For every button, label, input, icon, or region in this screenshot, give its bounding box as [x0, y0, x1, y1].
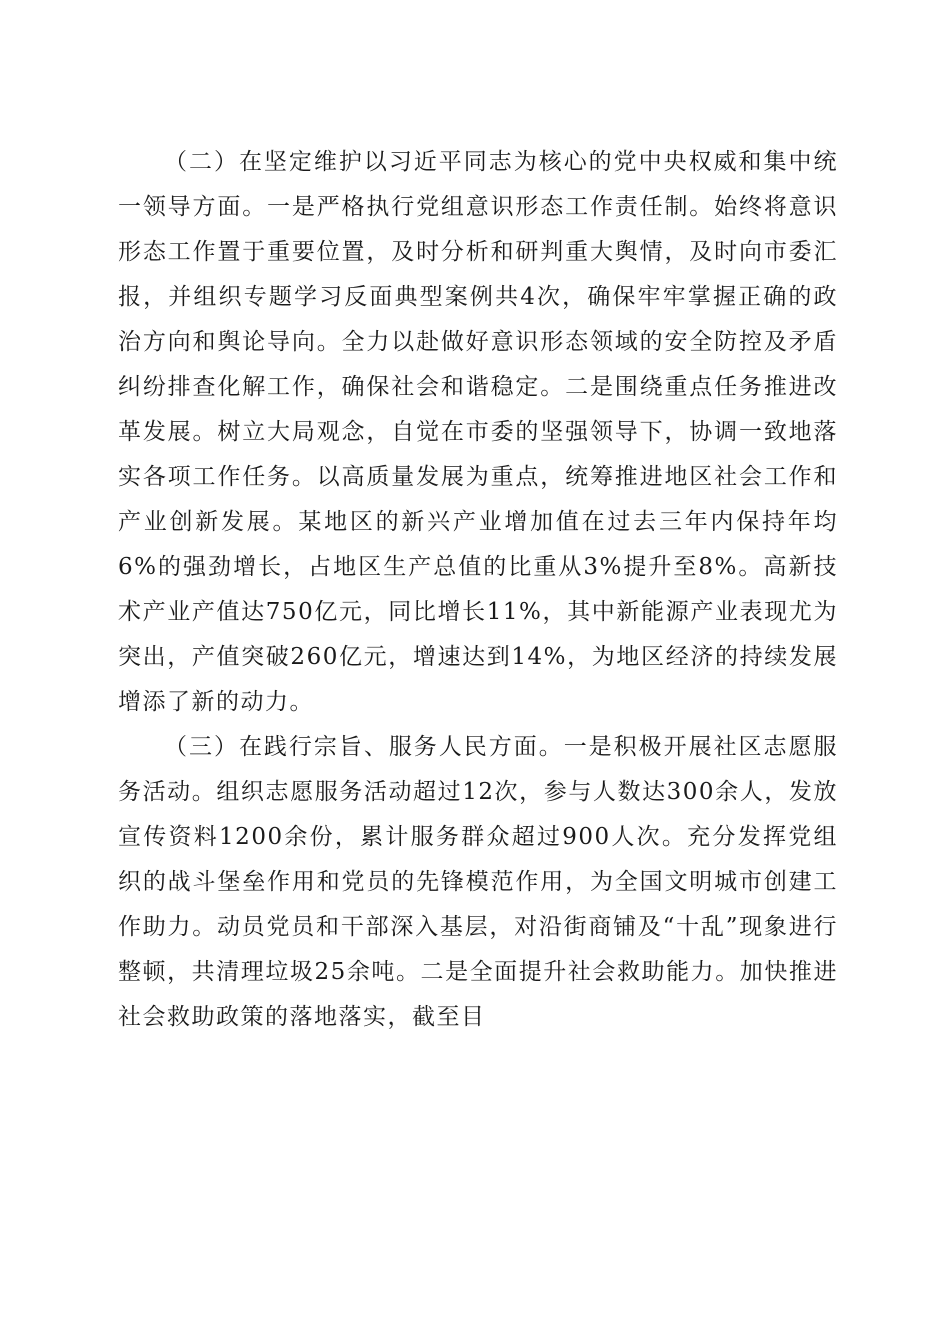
- paragraph-section-2: （二）在坚定维护以习近平同志为核心的党中央权威和集中统一领导方面。一是严格执行党组意识形态工作责任制。始终将意识形态工作置于重要位置，及时分析和研判重大舆情，及时向市委汇报，并组织专题学习反面典型案例共4次，确保牢牢掌握正确的政治方向和舆论导向。全力以赴做好意识形态领域的安全防控及矛盾纠纷排查化解工作，确保社会和谐稳定。二是围绕重点任务推进改革发展。树立大局观念，自觉在市委的坚强领导下，协调一致地落实各项工作任务。以高质量发展为重点，统筹推进地区社会工作和产业创新发展。某地区的新兴产业增加值在过去三年内保持年均6%的强劲增长，占地区生产总值的比重从3%提升至8%。高新技术产业产值达750亿元，同比增长11%，其中新能源产业表现尤为突出，产值突破260亿元，增速达到14%，为地区经济的持续发展增添了新的动力。: [118, 149, 838, 715]
- paragraph-section-3: （三）在践行宗旨、服务人民方面。一是积极开展社区志愿服务活动。组织志愿服务活动超过12次，参与人数达300余人，发放宣传资料1200余份，累计服务群众超过900人次。充分发挥党组织的战斗堡垒作用和党员的先锋模范作用，为全国文明城市创建工作助力。动员党员和干部深入基层，对沿街商铺及“十乱”现象进行整顿，共清理垃圾25余吨。二是全面提升社会救助能力。加快推进社会救助政策的落地落实，截至目: [118, 734, 838, 1030]
- document-page: [118, 140, 838, 1040]
